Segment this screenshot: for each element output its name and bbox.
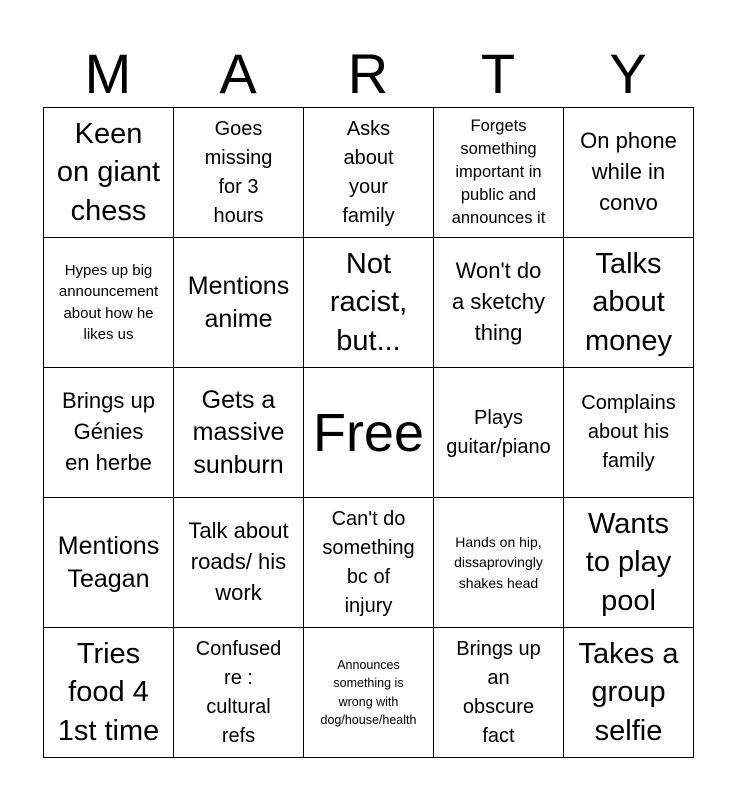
header-letter-t: T (480, 42, 516, 105)
cell-text: Takes a group selfie (578, 638, 679, 747)
cell-text: Wants to play pool (585, 508, 672, 617)
bingo-cell[interactable] (434, 368, 564, 498)
bingo-cell[interactable] (564, 498, 694, 628)
cell-text: Goes missing for 3 hours (204, 117, 273, 227)
bingo-cell[interactable] (44, 368, 174, 498)
cell-text: Won't do a sketchy thing (452, 258, 545, 345)
bingo-cell[interactable] (174, 238, 304, 368)
bingo-cell[interactable] (434, 108, 564, 238)
cell-text: Confused re : cultural refs (195, 637, 282, 747)
cell-text: Mentions Teagan (57, 532, 160, 593)
bingo-cell[interactable] (304, 108, 434, 238)
bingo-cell[interactable] (174, 108, 304, 238)
bingo-cell[interactable] (44, 498, 174, 628)
cell-text: Hypes up big announcement about how he likes us (58, 261, 159, 343)
bingo-cell[interactable] (304, 498, 434, 628)
bingo-cell[interactable] (434, 628, 564, 758)
bingo-board (43, 107, 694, 758)
bingo-cell[interactable] (564, 368, 694, 498)
bingo-cell[interactable] (44, 108, 174, 238)
cell-text: Keen on giant chess (56, 118, 161, 227)
bingo-cell[interactable] (174, 368, 304, 498)
header-letter-y: Y (609, 42, 647, 105)
header-letter-m: M (84, 42, 132, 105)
free-space[interactable] (304, 368, 434, 498)
bingo-cell[interactable] (304, 628, 434, 758)
bingo-cell[interactable] (434, 498, 564, 628)
cell-text: Mentions anime (187, 272, 290, 333)
bingo-cell[interactable] (564, 108, 694, 238)
bingo-header (43, 40, 693, 108)
cell-text: Tries food 4 1st time (57, 638, 160, 747)
bingo-cell[interactable] (564, 628, 694, 758)
bingo-cell[interactable] (564, 238, 694, 368)
cell-text: Complains about his family (581, 392, 676, 472)
bingo-cell[interactable] (434, 238, 564, 368)
cell-text: Not racist, but... (329, 248, 408, 357)
cell-text: On phone while in convo (580, 128, 677, 215)
cell-text: Gets a massive sunburn (192, 385, 285, 479)
bingo-cell[interactable] (304, 238, 434, 368)
cell-text: Asks about your family (342, 117, 395, 227)
bingo-cell[interactable] (44, 628, 174, 758)
cell-text: Talks about money (584, 248, 673, 357)
header-letter-r: R (347, 42, 389, 105)
free-space-label: Free (312, 402, 425, 463)
header-letter-a: A (219, 42, 257, 105)
cell-text: Brings up Génies en herbe (62, 388, 155, 475)
bingo-cell[interactable] (44, 238, 174, 368)
cell-text: Forgets something important in public and announces it (451, 116, 546, 228)
cell-text: Brings up an obscure fact (456, 637, 541, 747)
cell-text: Announces something is wrong with dog/house/health (320, 658, 417, 727)
bingo-cell[interactable] (174, 498, 304, 628)
cell-text: Hands on hip, dissaprovingly shakes head (454, 534, 543, 591)
cell-text: Can't do something bc of injury (322, 507, 415, 617)
cell-text: Plays guitar/piano (446, 406, 551, 458)
cell-text: Talk about roads/ his work (188, 518, 289, 605)
bingo-cell[interactable] (174, 628, 304, 758)
